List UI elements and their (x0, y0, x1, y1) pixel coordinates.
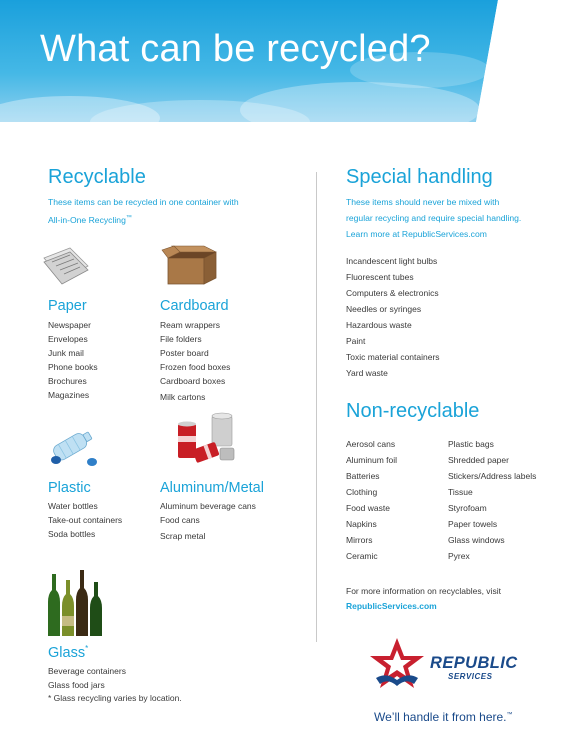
list-item: Envelopes (48, 334, 88, 344)
list-item: Computers & electronics (346, 288, 439, 298)
list-item: Milk cartons (160, 392, 206, 402)
glass-list (48, 664, 126, 692)
list-item: Stickers/Address labels (448, 471, 537, 481)
tagline-text: We’ll handle it from here. (374, 710, 507, 724)
list-item: Junk mail (48, 348, 84, 358)
brand-tagline (374, 710, 513, 724)
list-item: Pyrex (448, 551, 470, 561)
list-item: Frozen food boxes (160, 362, 231, 372)
header-banner (0, 0, 568, 122)
list-item: Newspaper (48, 320, 91, 330)
list-item: Clothing (346, 487, 378, 497)
list-item: Yard waste (346, 368, 388, 378)
list-item: Toxic material containers (346, 352, 440, 362)
non-recyclable-list-col1 (346, 436, 397, 564)
glass-title: Glass (48, 644, 86, 661)
trademark-mark: ™ (125, 215, 132, 221)
list-item: Cardboard boxes (160, 376, 226, 386)
recyclable-intro-line2: All-in-One Recycling (48, 214, 126, 225)
list-item: Phone books (48, 362, 98, 372)
cardboard-box-icon (160, 244, 222, 286)
glass-title-wrap (48, 644, 88, 661)
list-item: Ream wrappers (160, 320, 220, 330)
list-item: Water bottles (48, 501, 98, 511)
aluminum-metal-title: Aluminum/Metal (160, 480, 264, 496)
non-recyclable-list-col2 (448, 436, 536, 564)
non-recyclable-heading: Non-recyclable (346, 400, 480, 422)
republic-services-link[interactable]: RepublicServices.com (346, 601, 437, 611)
list-item: Aluminum foil (346, 455, 398, 465)
special-intro-line1: These items should never be mixed with (346, 197, 500, 207)
list-item: Take-out containers (48, 515, 123, 525)
special-handling-heading: Special handling (346, 166, 493, 188)
list-item: Mirrors (346, 535, 373, 545)
list-item: Aerosol cans (346, 439, 396, 449)
list-item: Soda bottles (48, 529, 96, 539)
list-item: Magazines (48, 390, 90, 400)
republic-eagle-star-logo (366, 636, 428, 694)
list-item: Needles or syringes (346, 304, 422, 314)
paper-list (48, 318, 98, 402)
page-title: What can be recycled? (40, 28, 431, 70)
list-item: Styrofoam (448, 503, 487, 513)
more-info-text: For more information on recyclables, visit (346, 586, 501, 596)
glass-footnote: * Glass recycling varies by location. (48, 693, 182, 703)
list-item: Batteries (346, 471, 380, 481)
list-item: Hazardous waste (346, 320, 412, 330)
list-item: Scrap metal (160, 531, 206, 541)
plastic-title: Plastic (48, 480, 91, 496)
list-item: Incandescent light bulbs (346, 256, 438, 266)
list-item: Glass windows (448, 535, 505, 545)
plastic-bottle-icon (44, 424, 100, 472)
tagline-trademark: ™ (506, 712, 513, 718)
brand-sub: SERVICES (448, 672, 493, 681)
list-item: Food cans (160, 515, 200, 525)
special-intro-line2: regular recycling and require special handling. (346, 213, 522, 223)
list-item: Brochures (48, 376, 87, 386)
list-item: Aluminum beverage cans (160, 501, 256, 511)
list-item: Glass food jars (48, 680, 105, 690)
list-item: Food waste (346, 503, 390, 513)
list-item: Paint (346, 336, 366, 346)
brand-name: REPUBLIC (430, 654, 518, 672)
aluminum-metal-list (160, 499, 256, 543)
recyclable-intro-line1: These items can be recycled in one container with (48, 197, 239, 207)
list-item: Tissue (448, 487, 473, 497)
special-intro-line3: Learn more at RepublicServices.com (346, 229, 487, 239)
plastic-list (48, 499, 122, 541)
newspaper-stack-icon (40, 244, 92, 286)
soda-cans-icon (172, 410, 242, 466)
list-item: Plastic bags (448, 439, 494, 449)
recyclable-heading: Recyclable (48, 166, 146, 188)
list-item: File folders (160, 334, 202, 344)
glass-title-mark: * (85, 644, 89, 653)
more-info (346, 584, 501, 614)
list-item: Poster board (160, 348, 209, 358)
cardboard-title: Cardboard (160, 298, 229, 314)
list-item: Paper towels (448, 519, 498, 529)
list-item: Ceramic (346, 551, 378, 561)
glass-bottles-icon (42, 566, 108, 636)
recyclable-intro (48, 194, 239, 228)
list-item: Beverage containers (48, 666, 126, 676)
list-item: Napkins (346, 519, 377, 529)
special-handling-intro (346, 194, 521, 242)
list-item: Shredded paper (448, 455, 509, 465)
column-divider (316, 172, 317, 642)
list-item: Fluorescent tubes (346, 272, 414, 282)
cardboard-list (160, 318, 230, 404)
paper-title: Paper (48, 298, 87, 314)
special-handling-list (346, 253, 440, 381)
